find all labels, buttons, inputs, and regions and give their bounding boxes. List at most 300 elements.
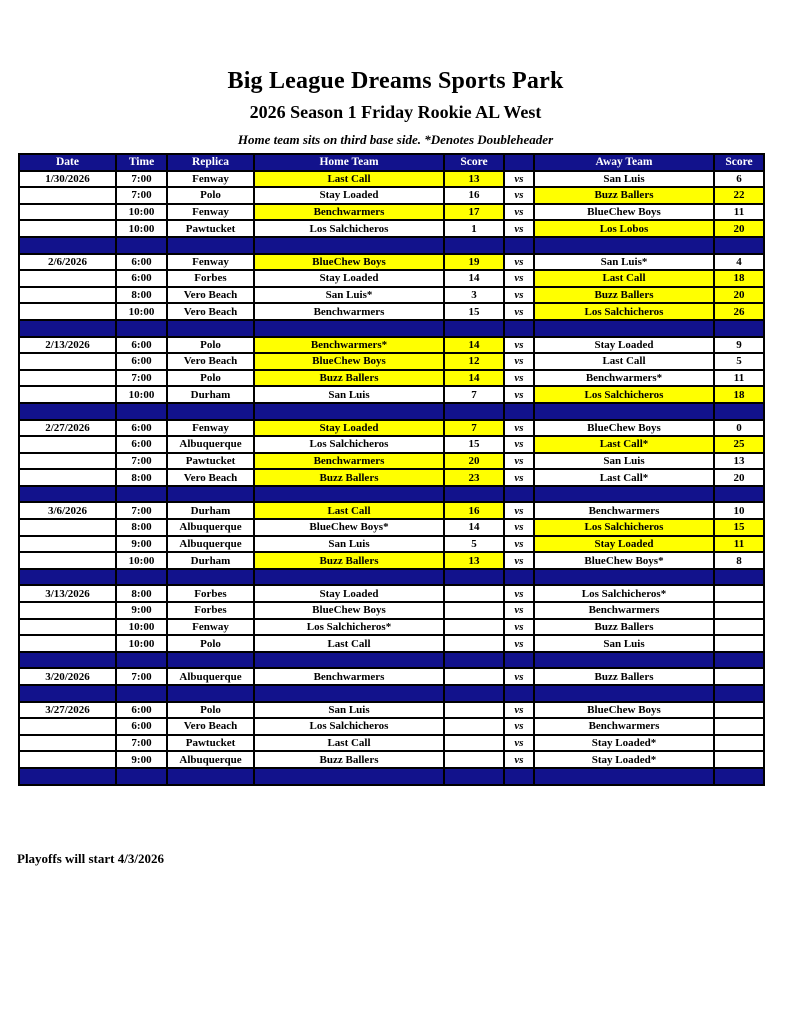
group-separator-row bbox=[19, 569, 764, 586]
replica-cell: Forbes bbox=[167, 602, 254, 619]
separator-cell bbox=[254, 320, 444, 337]
home-score-cell bbox=[444, 585, 504, 602]
home-team-cell: Last Call bbox=[254, 502, 444, 519]
separator-cell bbox=[116, 237, 167, 254]
column-header-replica: Replica bbox=[167, 154, 254, 171]
home-score-cell: 5 bbox=[444, 536, 504, 553]
separator-cell bbox=[714, 320, 764, 337]
vs-cell: vs bbox=[504, 220, 534, 237]
game-row bbox=[19, 668, 764, 685]
game-row bbox=[19, 536, 764, 553]
home-team-cell: BlueChew Boys* bbox=[254, 519, 444, 536]
away-team-cell: Benchwarmers* bbox=[534, 370, 714, 387]
separator-cell bbox=[19, 320, 116, 337]
away-team-cell: Benchwarmers bbox=[534, 718, 714, 735]
date-cell bbox=[19, 370, 116, 387]
separator-cell bbox=[116, 320, 167, 337]
replica-cell: Albuquerque bbox=[167, 436, 254, 453]
vs-cell: vs bbox=[504, 420, 534, 437]
column-header-score-away: Score bbox=[714, 154, 764, 171]
game-row bbox=[19, 220, 764, 237]
table-header-row bbox=[19, 154, 764, 171]
home-score-cell bbox=[444, 718, 504, 735]
date-cell bbox=[19, 469, 116, 486]
away-team-cell: Last Call* bbox=[534, 436, 714, 453]
time-cell: 8:00 bbox=[116, 469, 167, 486]
game-row bbox=[19, 519, 764, 536]
away-team-cell: Last Call bbox=[534, 353, 714, 370]
group-separator-row bbox=[19, 768, 764, 785]
separator-cell bbox=[254, 768, 444, 785]
column-header-time: Time bbox=[116, 154, 167, 171]
vs-cell: vs bbox=[504, 751, 534, 768]
home-team-cell: Buzz Ballers bbox=[254, 552, 444, 569]
replica-cell: Forbes bbox=[167, 270, 254, 287]
vs-cell: vs bbox=[504, 536, 534, 553]
home-team-cell: BlueChew Boys bbox=[254, 353, 444, 370]
away-team-cell: Stay Loaded* bbox=[534, 751, 714, 768]
vs-cell: vs bbox=[504, 436, 534, 453]
separator-cell bbox=[504, 652, 534, 669]
separator-cell bbox=[534, 237, 714, 254]
time-cell: 7:00 bbox=[116, 187, 167, 204]
home-score-cell bbox=[444, 751, 504, 768]
replica-cell: Albuquerque bbox=[167, 519, 254, 536]
home-team-cell: Los Salchicheros bbox=[254, 436, 444, 453]
separator-cell bbox=[444, 569, 504, 586]
separator-cell bbox=[444, 320, 504, 337]
time-cell: 8:00 bbox=[116, 287, 167, 304]
away-team-cell: San Luis bbox=[534, 635, 714, 652]
away-score-cell: 26 bbox=[714, 303, 764, 320]
vs-cell: vs bbox=[504, 602, 534, 619]
home-team-cell: San Luis bbox=[254, 386, 444, 403]
replica-cell: Albuquerque bbox=[167, 536, 254, 553]
separator-cell bbox=[504, 486, 534, 503]
replica-cell: Fenway bbox=[167, 204, 254, 221]
away-team-cell: Benchwarmers bbox=[534, 602, 714, 619]
vs-cell: vs bbox=[504, 287, 534, 304]
away-score-cell: 5 bbox=[714, 353, 764, 370]
separator-cell bbox=[504, 237, 534, 254]
away-team-cell: BlueChew Boys bbox=[534, 420, 714, 437]
home-score-cell bbox=[444, 735, 504, 752]
home-team-cell: Buzz Ballers bbox=[254, 370, 444, 387]
replica-cell: Albuquerque bbox=[167, 751, 254, 768]
away-team-cell: Los Lobos bbox=[534, 220, 714, 237]
time-cell: 8:00 bbox=[116, 519, 167, 536]
away-team-cell: Los Salchicheros bbox=[534, 386, 714, 403]
separator-cell bbox=[254, 652, 444, 669]
vs-cell: vs bbox=[504, 171, 534, 188]
time-cell: 10:00 bbox=[116, 220, 167, 237]
date-cell bbox=[19, 552, 116, 569]
playoffs-footer: Playoffs will start 4/3/2026 bbox=[17, 851, 164, 866]
away-score-cell: 13 bbox=[714, 453, 764, 470]
home-score-cell: 19 bbox=[444, 254, 504, 271]
game-row bbox=[19, 254, 764, 271]
separator-cell bbox=[714, 768, 764, 785]
separator-cell bbox=[444, 403, 504, 420]
separator-cell bbox=[167, 237, 254, 254]
vs-cell: vs bbox=[504, 519, 534, 536]
date-cell bbox=[19, 204, 116, 221]
date-cell: 1/30/2026 bbox=[19, 171, 116, 188]
home-score-cell: 14 bbox=[444, 519, 504, 536]
time-cell: 7:00 bbox=[116, 735, 167, 752]
separator-cell bbox=[714, 569, 764, 586]
away-score-cell: 20 bbox=[714, 287, 764, 304]
separator-cell bbox=[254, 237, 444, 254]
home-team-cell: San Luis bbox=[254, 536, 444, 553]
replica-cell: Forbes bbox=[167, 585, 254, 602]
date-cell bbox=[19, 619, 116, 636]
vs-cell: vs bbox=[504, 668, 534, 685]
date-cell bbox=[19, 453, 116, 470]
separator-cell bbox=[504, 768, 534, 785]
game-row bbox=[19, 337, 764, 354]
home-score-cell: 13 bbox=[444, 171, 504, 188]
separator-cell bbox=[167, 768, 254, 785]
column-header-away-team: Away Team bbox=[534, 154, 714, 171]
time-cell: 6:00 bbox=[116, 254, 167, 271]
separator-cell bbox=[714, 403, 764, 420]
column-header-home-team: Home Team bbox=[254, 154, 444, 171]
separator-cell bbox=[19, 768, 116, 785]
separator-cell bbox=[714, 652, 764, 669]
replica-cell: Pawtucket bbox=[167, 453, 254, 470]
date-cell: 2/13/2026 bbox=[19, 337, 116, 354]
date-cell bbox=[19, 386, 116, 403]
home-team-cell: Benchwarmers bbox=[254, 303, 444, 320]
vs-cell: vs bbox=[504, 353, 534, 370]
home-score-cell: 12 bbox=[444, 353, 504, 370]
separator-cell bbox=[116, 486, 167, 503]
home-score-cell bbox=[444, 602, 504, 619]
vs-cell: vs bbox=[504, 337, 534, 354]
home-score-cell bbox=[444, 635, 504, 652]
date-cell bbox=[19, 735, 116, 752]
home-team-cell: Stay Loaded bbox=[254, 270, 444, 287]
game-row bbox=[19, 585, 764, 602]
separator-cell bbox=[444, 237, 504, 254]
separator-cell bbox=[254, 486, 444, 503]
replica-cell: Vero Beach bbox=[167, 718, 254, 735]
away-score-cell bbox=[714, 585, 764, 602]
separator-cell bbox=[444, 652, 504, 669]
time-cell: 6:00 bbox=[116, 353, 167, 370]
time-cell: 6:00 bbox=[116, 270, 167, 287]
date-cell bbox=[19, 287, 116, 304]
away-score-cell bbox=[714, 602, 764, 619]
separator-cell bbox=[116, 403, 167, 420]
vs-cell: vs bbox=[504, 585, 534, 602]
home-team-cell: Benchwarmers bbox=[254, 204, 444, 221]
time-cell: 9:00 bbox=[116, 751, 167, 768]
home-team-note: Home team sits on third base side. *Denotes Doubleheader bbox=[237, 132, 554, 147]
away-team-cell: Buzz Ballers bbox=[534, 187, 714, 204]
home-team-cell: Stay Loaded bbox=[254, 187, 444, 204]
away-score-cell bbox=[714, 718, 764, 735]
time-cell: 7:00 bbox=[116, 502, 167, 519]
away-team-cell: Los Salchicheros bbox=[534, 303, 714, 320]
time-cell: 6:00 bbox=[116, 420, 167, 437]
away-score-cell bbox=[714, 668, 764, 685]
away-team-cell: Los Salchicheros bbox=[534, 519, 714, 536]
separator-cell bbox=[167, 486, 254, 503]
vs-cell: vs bbox=[504, 370, 534, 387]
time-cell: 7:00 bbox=[116, 668, 167, 685]
home-team-cell: Last Call bbox=[254, 635, 444, 652]
game-row bbox=[19, 303, 764, 320]
home-team-cell: Buzz Ballers bbox=[254, 751, 444, 768]
home-team-cell: Last Call bbox=[254, 171, 444, 188]
time-cell: 7:00 bbox=[116, 453, 167, 470]
column-header-vs-spacer bbox=[504, 154, 534, 171]
separator-cell bbox=[714, 486, 764, 503]
game-row bbox=[19, 702, 764, 719]
separator-cell bbox=[167, 569, 254, 586]
vs-cell: vs bbox=[504, 453, 534, 470]
separator-cell bbox=[167, 685, 254, 702]
away-team-cell: San Luis* bbox=[534, 254, 714, 271]
separator-cell bbox=[167, 320, 254, 337]
separator-cell bbox=[19, 403, 116, 420]
replica-cell: Polo bbox=[167, 370, 254, 387]
replica-cell: Pawtucket bbox=[167, 220, 254, 237]
vs-cell: vs bbox=[504, 386, 534, 403]
away-team-cell: BlueChew Boys bbox=[534, 204, 714, 221]
away-score-cell bbox=[714, 635, 764, 652]
away-team-cell: Last Call bbox=[534, 270, 714, 287]
away-score-cell: 15 bbox=[714, 519, 764, 536]
separator-cell bbox=[504, 320, 534, 337]
title-block bbox=[0, 68, 791, 148]
column-header-score: Score bbox=[444, 154, 504, 171]
date-cell bbox=[19, 635, 116, 652]
game-row bbox=[19, 602, 764, 619]
replica-cell: Durham bbox=[167, 552, 254, 569]
replica-cell: Vero Beach bbox=[167, 287, 254, 304]
home-team-cell: Stay Loaded bbox=[254, 585, 444, 602]
separator-cell bbox=[116, 652, 167, 669]
separator-cell bbox=[254, 403, 444, 420]
game-row bbox=[19, 635, 764, 652]
home-team-cell: Last Call bbox=[254, 735, 444, 752]
game-row bbox=[19, 386, 764, 403]
home-team-cell: San Luis* bbox=[254, 287, 444, 304]
away-team-cell: Buzz Ballers bbox=[534, 619, 714, 636]
date-cell bbox=[19, 602, 116, 619]
replica-cell: Polo bbox=[167, 337, 254, 354]
time-cell: 6:00 bbox=[116, 436, 167, 453]
separator-cell bbox=[534, 569, 714, 586]
time-cell: 10:00 bbox=[116, 619, 167, 636]
vs-cell: vs bbox=[504, 635, 534, 652]
home-team-cell: BlueChew Boys bbox=[254, 254, 444, 271]
vs-cell: vs bbox=[504, 502, 534, 519]
date-cell: 3/13/2026 bbox=[19, 585, 116, 602]
vs-cell: vs bbox=[504, 303, 534, 320]
home-score-cell: 16 bbox=[444, 502, 504, 519]
schedule-table-body bbox=[19, 171, 764, 785]
time-cell: 8:00 bbox=[116, 585, 167, 602]
separator-cell bbox=[714, 237, 764, 254]
column-header-date: Date bbox=[19, 154, 116, 171]
away-score-cell: 8 bbox=[714, 552, 764, 569]
home-team-cell: San Luis bbox=[254, 702, 444, 719]
game-row bbox=[19, 270, 764, 287]
away-score-cell: 11 bbox=[714, 370, 764, 387]
date-cell bbox=[19, 436, 116, 453]
group-separator-row bbox=[19, 403, 764, 420]
away-score-cell: 4 bbox=[714, 254, 764, 271]
time-cell: 6:00 bbox=[116, 337, 167, 354]
date-cell bbox=[19, 270, 116, 287]
date-cell: 2/6/2026 bbox=[19, 254, 116, 271]
home-score-cell: 16 bbox=[444, 187, 504, 204]
date-cell: 3/27/2026 bbox=[19, 702, 116, 719]
date-cell: 3/20/2026 bbox=[19, 668, 116, 685]
date-cell: 2/27/2026 bbox=[19, 420, 116, 437]
separator-cell bbox=[19, 652, 116, 669]
separator-cell bbox=[116, 685, 167, 702]
replica-cell: Vero Beach bbox=[167, 469, 254, 486]
replica-cell: Albuquerque bbox=[167, 668, 254, 685]
home-team-cell: Benchwarmers bbox=[254, 453, 444, 470]
game-row bbox=[19, 453, 764, 470]
game-row bbox=[19, 619, 764, 636]
separator-cell bbox=[714, 685, 764, 702]
away-score-cell: 20 bbox=[714, 220, 764, 237]
home-score-cell: 7 bbox=[444, 386, 504, 403]
separator-cell bbox=[19, 685, 116, 702]
home-score-cell bbox=[444, 668, 504, 685]
home-team-cell: BlueChew Boys bbox=[254, 602, 444, 619]
group-separator-row bbox=[19, 320, 764, 337]
time-cell: 9:00 bbox=[116, 602, 167, 619]
vs-cell: vs bbox=[504, 469, 534, 486]
away-team-cell: Buzz Ballers bbox=[534, 287, 714, 304]
home-score-cell: 7 bbox=[444, 420, 504, 437]
game-row bbox=[19, 420, 764, 437]
date-cell bbox=[19, 303, 116, 320]
away-score-cell: 10 bbox=[714, 502, 764, 519]
date-cell bbox=[19, 187, 116, 204]
separator-cell bbox=[534, 768, 714, 785]
time-cell: 7:00 bbox=[116, 171, 167, 188]
away-team-cell: San Luis bbox=[534, 453, 714, 470]
home-score-cell: 15 bbox=[444, 303, 504, 320]
replica-cell: Durham bbox=[167, 502, 254, 519]
replica-cell: Fenway bbox=[167, 619, 254, 636]
date-cell bbox=[19, 353, 116, 370]
page-title: Big League Dreams Sports Park bbox=[227, 68, 564, 94]
separator-cell bbox=[534, 320, 714, 337]
date-cell bbox=[19, 220, 116, 237]
separator-cell bbox=[504, 685, 534, 702]
date-cell bbox=[19, 718, 116, 735]
home-score-cell: 3 bbox=[444, 287, 504, 304]
separator-cell bbox=[167, 652, 254, 669]
separator-cell bbox=[19, 569, 116, 586]
away-team-cell: San Luis bbox=[534, 171, 714, 188]
away-score-cell bbox=[714, 735, 764, 752]
away-score-cell: 11 bbox=[714, 204, 764, 221]
home-score-cell: 14 bbox=[444, 370, 504, 387]
home-score-cell bbox=[444, 619, 504, 636]
time-cell: 6:00 bbox=[116, 718, 167, 735]
separator-cell bbox=[116, 569, 167, 586]
separator-cell bbox=[534, 486, 714, 503]
away-score-cell: 18 bbox=[714, 270, 764, 287]
separator-cell bbox=[167, 403, 254, 420]
page-subtitle: 2026 Season 1 Friday Rookie AL West bbox=[249, 102, 542, 122]
home-score-cell: 17 bbox=[444, 204, 504, 221]
date-cell: 3/6/2026 bbox=[19, 502, 116, 519]
game-row bbox=[19, 735, 764, 752]
away-team-cell: Last Call* bbox=[534, 469, 714, 486]
replica-cell: Polo bbox=[167, 635, 254, 652]
away-score-cell: 9 bbox=[714, 337, 764, 354]
separator-cell bbox=[534, 652, 714, 669]
vs-cell: vs bbox=[504, 552, 534, 569]
separator-cell bbox=[534, 685, 714, 702]
away-team-cell: Stay Loaded bbox=[534, 536, 714, 553]
game-row bbox=[19, 171, 764, 188]
vs-cell: vs bbox=[504, 702, 534, 719]
time-cell: 10:00 bbox=[116, 635, 167, 652]
replica-cell: Fenway bbox=[167, 171, 254, 188]
date-cell bbox=[19, 751, 116, 768]
separator-cell bbox=[19, 237, 116, 254]
game-row bbox=[19, 552, 764, 569]
game-row bbox=[19, 469, 764, 486]
away-team-cell: BlueChew Boys bbox=[534, 702, 714, 719]
away-score-cell: 22 bbox=[714, 187, 764, 204]
game-row bbox=[19, 187, 764, 204]
group-separator-row bbox=[19, 237, 764, 254]
home-score-cell: 1 bbox=[444, 220, 504, 237]
separator-cell bbox=[116, 768, 167, 785]
home-score-cell: 15 bbox=[444, 436, 504, 453]
away-score-cell: 18 bbox=[714, 386, 764, 403]
home-score-cell: 20 bbox=[444, 453, 504, 470]
separator-cell bbox=[254, 685, 444, 702]
home-team-cell: Los Salchicheros bbox=[254, 718, 444, 735]
game-row bbox=[19, 751, 764, 768]
away-score-cell: 11 bbox=[714, 536, 764, 553]
replica-cell: Vero Beach bbox=[167, 303, 254, 320]
away-score-cell: 25 bbox=[714, 436, 764, 453]
replica-cell: Polo bbox=[167, 702, 254, 719]
game-row bbox=[19, 436, 764, 453]
separator-cell bbox=[444, 486, 504, 503]
time-cell: 7:00 bbox=[116, 370, 167, 387]
home-team-cell: Los Salchicheros* bbox=[254, 619, 444, 636]
home-score-cell: 23 bbox=[444, 469, 504, 486]
away-team-cell: Los Salchicheros* bbox=[534, 585, 714, 602]
game-row bbox=[19, 204, 764, 221]
game-row bbox=[19, 370, 764, 387]
home-score-cell: 14 bbox=[444, 337, 504, 354]
time-cell: 10:00 bbox=[116, 552, 167, 569]
vs-cell: vs bbox=[504, 718, 534, 735]
replica-cell: Pawtucket bbox=[167, 735, 254, 752]
group-separator-row bbox=[19, 486, 764, 503]
home-score-cell bbox=[444, 702, 504, 719]
vs-cell: vs bbox=[504, 619, 534, 636]
